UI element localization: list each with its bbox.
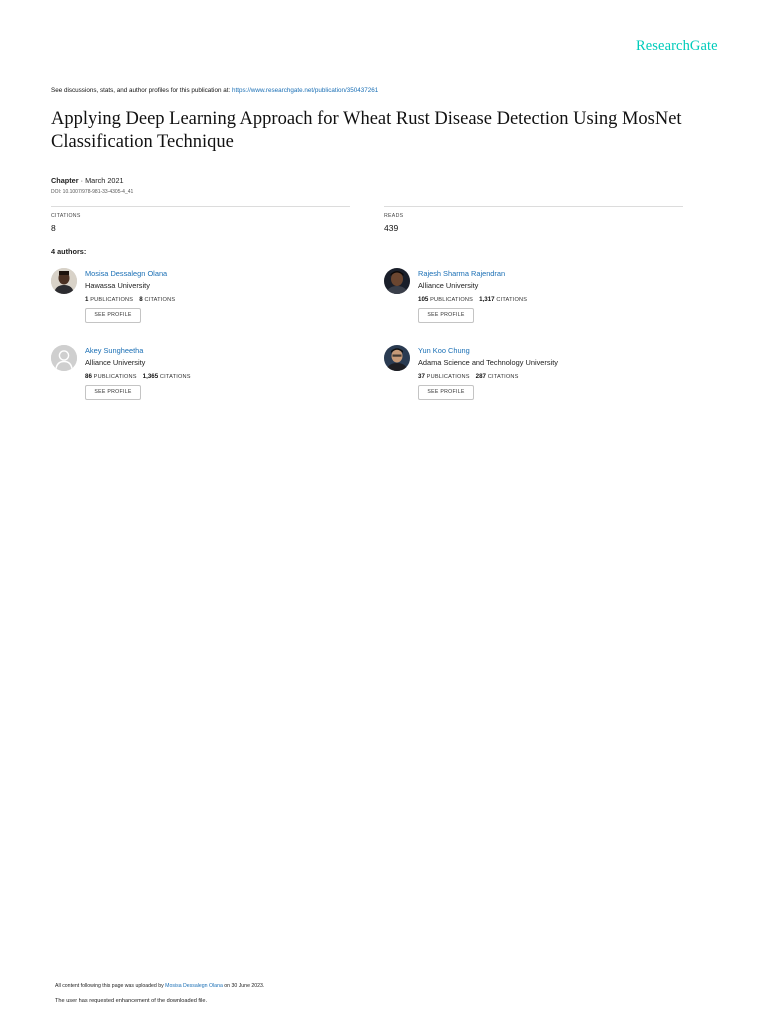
publication-title: Applying Deep Learning Approach for Wheat Rust Disease Detection Using MosNet Classification Technique — [51, 109, 682, 152]
upload-prefix: All content following this page was uploaded by — [55, 983, 166, 989]
author-card — [51, 268, 351, 332]
discussion-text: See discussions, stats, and author profiles for this publication at: — [51, 87, 232, 94]
author-card — [384, 345, 684, 409]
publications-label: PUBLICATIONS — [426, 374, 470, 380]
author-name-link[interactable]: Akey Sungheetha — [85, 346, 144, 355]
citations-label: CITATIONS — [487, 374, 519, 380]
publication-type: Chapter — [51, 176, 79, 185]
author-name-link[interactable]: Rajesh Sharma Rajendran — [418, 269, 506, 278]
author-name-link[interactable]: Yun Koo Chung — [418, 346, 470, 355]
reads-count: 439 — [384, 223, 399, 233]
reads-divider — [384, 206, 683, 207]
reads-label: READS — [384, 213, 404, 219]
uploader-link[interactable]: Mosisa Dessalegn Olana — [165, 983, 223, 989]
authors-heading: 4 authors: — [51, 247, 87, 256]
publication-type-date — [51, 176, 124, 185]
author-photo-icon[interactable] — [51, 268, 77, 294]
see-profile-button[interactable]: SEE PROFILE — [418, 308, 474, 323]
author-photo-icon[interactable] — [384, 345, 410, 371]
citations-count: 8 — [51, 223, 56, 233]
author-name-link[interactable]: Mosisa Dessalegn Olana — [85, 269, 168, 278]
publication-count: 1 — [85, 296, 89, 303]
upload-note — [55, 983, 264, 989]
publication-count: 86 — [85, 373, 92, 380]
author-stats — [418, 373, 519, 380]
citations-label: CITATIONS — [159, 374, 191, 380]
citation-count: 287 — [475, 373, 486, 380]
author-stats — [85, 373, 191, 380]
author-photo-icon[interactable] — [384, 268, 410, 294]
citations-label: CITATIONS — [51, 213, 81, 219]
publication-doi: DOI: 10.1007/978-981-33-4305-4_41 — [51, 189, 134, 195]
publication-count: 105 — [418, 296, 429, 303]
author-institution: Alliance University — [418, 281, 479, 290]
author-institution: Adama Science and Technology University — [418, 358, 558, 367]
see-profile-button[interactable]: SEE PROFILE — [85, 308, 141, 323]
enhancement-note: The user has requested enhancement of the downloaded file. — [55, 998, 208, 1004]
author-stats — [85, 296, 175, 303]
citation-count: 1,365 — [142, 373, 159, 380]
publication-count: 37 — [418, 373, 425, 380]
upload-suffix: on 30 June 2023. — [222, 983, 265, 989]
researchgate-logo: ResearchGate — [636, 38, 718, 54]
see-profile-button[interactable]: SEE PROFILE — [85, 385, 141, 400]
author-card — [384, 268, 684, 332]
citations-divider — [51, 206, 350, 207]
publication-link[interactable]: https://www.researchgate.net/publication/350437261 — [231, 87, 379, 94]
publications-label: PUBLICATIONS — [93, 374, 137, 380]
publication-date: · March 2021 — [78, 176, 124, 185]
author-institution: Alliance University — [85, 358, 146, 367]
author-stats — [418, 296, 527, 303]
publications-label: PUBLICATIONS — [90, 297, 134, 303]
publications-label: PUBLICATIONS — [430, 297, 474, 303]
default-user-icon[interactable] — [51, 345, 77, 371]
citation-count: 8 — [139, 296, 143, 303]
discussion-line — [51, 87, 378, 94]
author-institution: Hawassa University — [85, 281, 150, 290]
see-profile-button[interactable]: SEE PROFILE — [418, 385, 474, 400]
citations-label: CITATIONS — [144, 297, 176, 303]
author-card — [51, 345, 351, 409]
citation-count: 1,317 — [479, 296, 495, 303]
citations-label: CITATIONS — [496, 297, 528, 303]
